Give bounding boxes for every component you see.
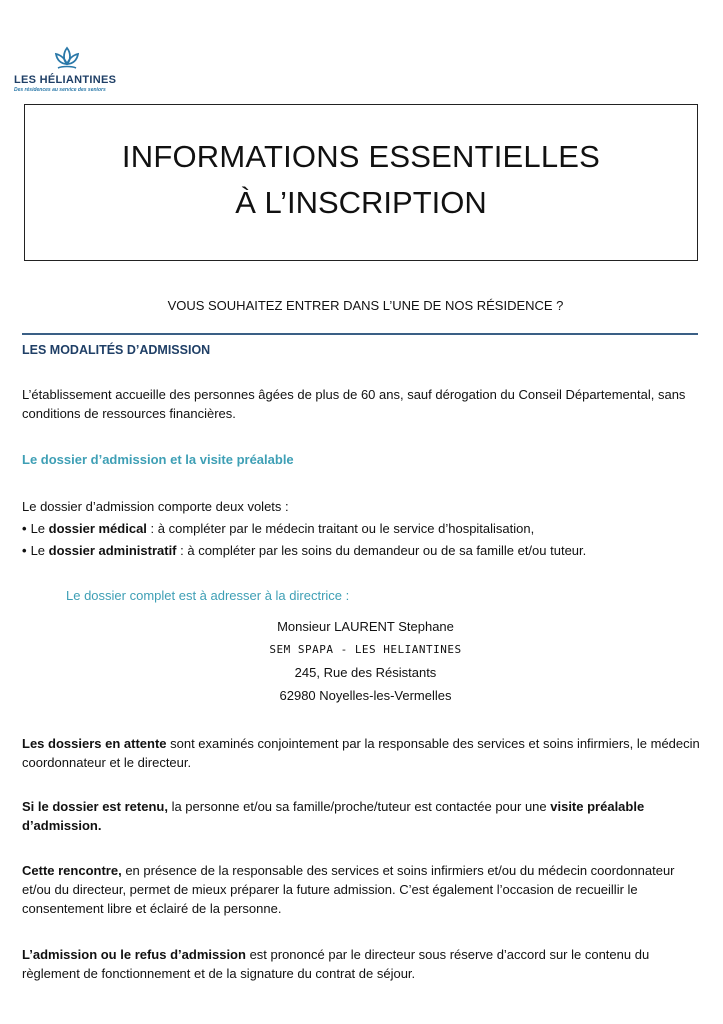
address-org: SEM SPAPA - LES HELIANTINES	[269, 643, 462, 656]
bold-lead: Cette rencontre,	[22, 863, 122, 878]
bold-lead: Les dossiers en attente	[22, 736, 167, 751]
lotus-icon	[52, 44, 82, 72]
divider	[22, 333, 698, 335]
paragraph-text: est prononcé par le directeur sous réserve d’accord sur le contenu du règlement de fonctionnement et de la signature du contrat de séjour.	[22, 947, 650, 981]
bold-lead: Si le dossier est retenu,	[22, 799, 168, 814]
bullet-bold: dossier administratif	[48, 543, 177, 558]
address-street: 245, Rue des Résistants	[294, 665, 437, 680]
dossier-intro: Le dossier d’admission comporte deux volets :	[22, 499, 289, 514]
title-line-1: INFORMATIONS ESSENTIELLES	[121, 139, 601, 174]
address-city: 62980 Noyelles-les-Vermelles	[279, 688, 452, 703]
paragraph-text: sont examinés conjointement par la responsable des services et soins infirmiers, le médecin coordonnateur et le directeur.	[22, 736, 700, 770]
title-box	[24, 104, 698, 261]
bullet-dot: •	[22, 521, 27, 536]
bold-tail: visite préalable d’admission.	[22, 799, 645, 833]
intro-paragraph: L’établissement accueille des personnes âgées de plus de 60 ans, sauf dérogation du Conseil Départemental, sans conditions de ressources financières.	[22, 387, 686, 421]
paragraph-rencontre	[22, 861, 702, 918]
paragraph-retenu	[22, 797, 702, 835]
paragraph-admission	[22, 945, 702, 983]
logo	[14, 44, 124, 93]
bold-lead: L’admission ou le refus d’admission	[22, 947, 246, 962]
subheading: VOUS SOUHAITEZ ENTRER DANS L’UNE DE NOS RÉSIDENCE ?	[167, 298, 564, 313]
bullet-prefix: Le	[30, 543, 49, 558]
dossier-subtitle: Le dossier d’admission et la visite préalable	[22, 452, 294, 467]
logo-name: LES HÉLIANTINES	[14, 74, 117, 86]
bullet-text: : à compléter par le médecin traitant ou le service d’hospitalisation,	[146, 521, 535, 536]
section-title: LES MODALITÉS D’ADMISSION	[22, 343, 211, 357]
paragraph-text: la personne et/ou sa famille/proche/tuteur est contactée pour une	[167, 799, 551, 814]
bullet-prefix: Le	[30, 521, 49, 536]
bullet-medical	[22, 521, 702, 536]
bullet-dot: •	[22, 543, 27, 558]
bullet-text: : à compléter par les soins du demandeur ou de sa famille et/ou tuteur.	[176, 543, 587, 558]
address-name: Monsieur LAURENT Stephane	[277, 619, 454, 634]
paragraph-text: en présence de la responsable des services et soins infirmiers et/ou du médecin coordonnateur et/ou du directeur, permet de mieux préparer la future admission. C’est également l’occasion de recueillir le consentement libre et éclairé de la personne.	[22, 863, 675, 916]
bullet-administratif	[22, 543, 702, 558]
title-line-2: À L’INSCRIPTION	[235, 185, 487, 220]
address-intro: Le dossier complet est à adresser à la directrice :	[66, 588, 350, 603]
bullet-bold: dossier médical	[48, 521, 147, 536]
logo-tagline: Des résidences au service des seniors	[14, 87, 106, 93]
paragraph-attente	[22, 734, 702, 772]
